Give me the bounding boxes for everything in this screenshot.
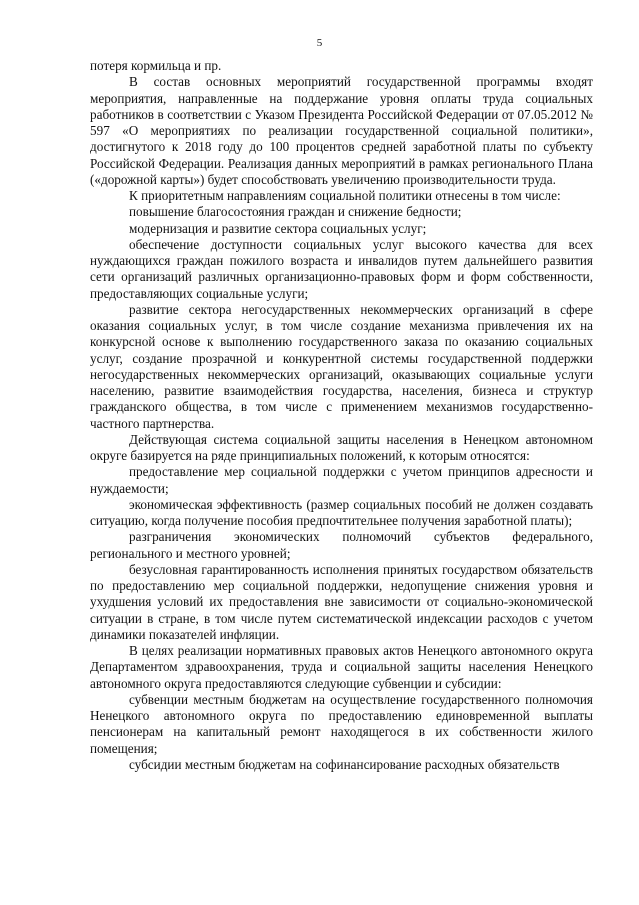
list-item-subventions: субвенции местным бюджетам на осуществление государственного полномочия Ненецкого автономного округа по предоставлению единовременной выплаты пенсионерам на капитальный ремонт находящегося в их собственности жилого помещения; bbox=[90, 691, 593, 756]
list-item-accessibility: обеспечение доступности социальных услуг высокого качества для всех нуждающихся граждан пожилого возраста и инвалидов путем дальнейшего развития сети организаций различных организационно-правовых форм и форм собственности, предоставляющих социальные услуги; bbox=[90, 236, 593, 301]
list-item-nonprofit-sector: развитие сектора негосударственных некоммерческих организаций в сфере оказания социальных услуг, в том числе создание механизма привлечения их на конкурсной основе к выполнению государственного заказа по оказанию социальных услуг, создание прозрачной и конкурентной системы государственной поддержки негосударственных некоммерческих организаций, оказывающих социальные услуги населению, развитие взаимодействия государства, населения, бизнеса и структур гражданского общества, в том числе с применением механизмов государственно-частного партнерства. bbox=[90, 301, 593, 431]
list-item-targeting: предоставление мер социальной поддержки с учетом принципов адресности и нуждаемости; bbox=[90, 464, 593, 496]
list-item-guarantees: безусловная гарантированность исполнения принятых государством обязательств по предоставлению мер социальной поддержки, недопущение снижения уровня и ухудшения условий их предоставления вне зависимости от социально-экономической ситуации в стране, в том числе путем систематической индексации расходов с учетом динамики показателей инфляции. bbox=[90, 561, 593, 642]
document-body bbox=[90, 58, 593, 773]
list-item-modernization: модернизация и развитие сектора социальных услуг; bbox=[129, 220, 427, 236]
paragraph-survivor-loss: потеря кормильца и пр. bbox=[90, 58, 222, 73]
list-item-powers-division: разграничения экономических полномочий субъектов федерального, регионального и местного уровней; bbox=[90, 529, 593, 561]
paragraph-program-measures: В состав основных мероприятий государственной программы входят мероприятия, направленные на поддержание уровня оплаты труда социальных работников в соответствии с Указом Президента Российской Федерации от 07.05.2012 № 597 «О мероприятиях по реализации государственной социальной политики», достигнутого к 2018 году до 100 процентов средней заработной платы по субъекту Российской Федерации. Реализация данных мероприятий в рамках регионального Плана («дорожной карты») будет способствовать увеличению производительности труда. bbox=[90, 74, 593, 187]
list-item-welfare: повышение благосостояния граждан и снижение бедности; bbox=[129, 204, 462, 220]
list-item-subsidies: субсидии местным бюджетам на софинансирование расходных обязательств bbox=[129, 756, 560, 772]
paragraph-priority-directions: К приоритетным направлениям социальной политики отнесены в том числе: bbox=[129, 188, 561, 203]
paragraph-subventions-intro: В целях реализации нормативных правовых актов Ненецкого автономного округа Департаментом здравоохранения, труда и социальной защиты населения Ненецкого автономного округа предоставляются следующие субвенции и субсидии: bbox=[90, 643, 593, 691]
paragraph-social-protection-system: Действующая система социальной защиты населения в Ненецком автономном округе базируется на ряде принципиальных положений, к которым относятся: bbox=[90, 431, 593, 463]
page-number: 5 bbox=[316, 37, 323, 49]
list-item-economic-efficiency: экономическая эффективность (размер социальных пособий не должен создавать ситуацию, когда получение пособия предпочтительнее получения заработной платы); bbox=[90, 496, 593, 528]
